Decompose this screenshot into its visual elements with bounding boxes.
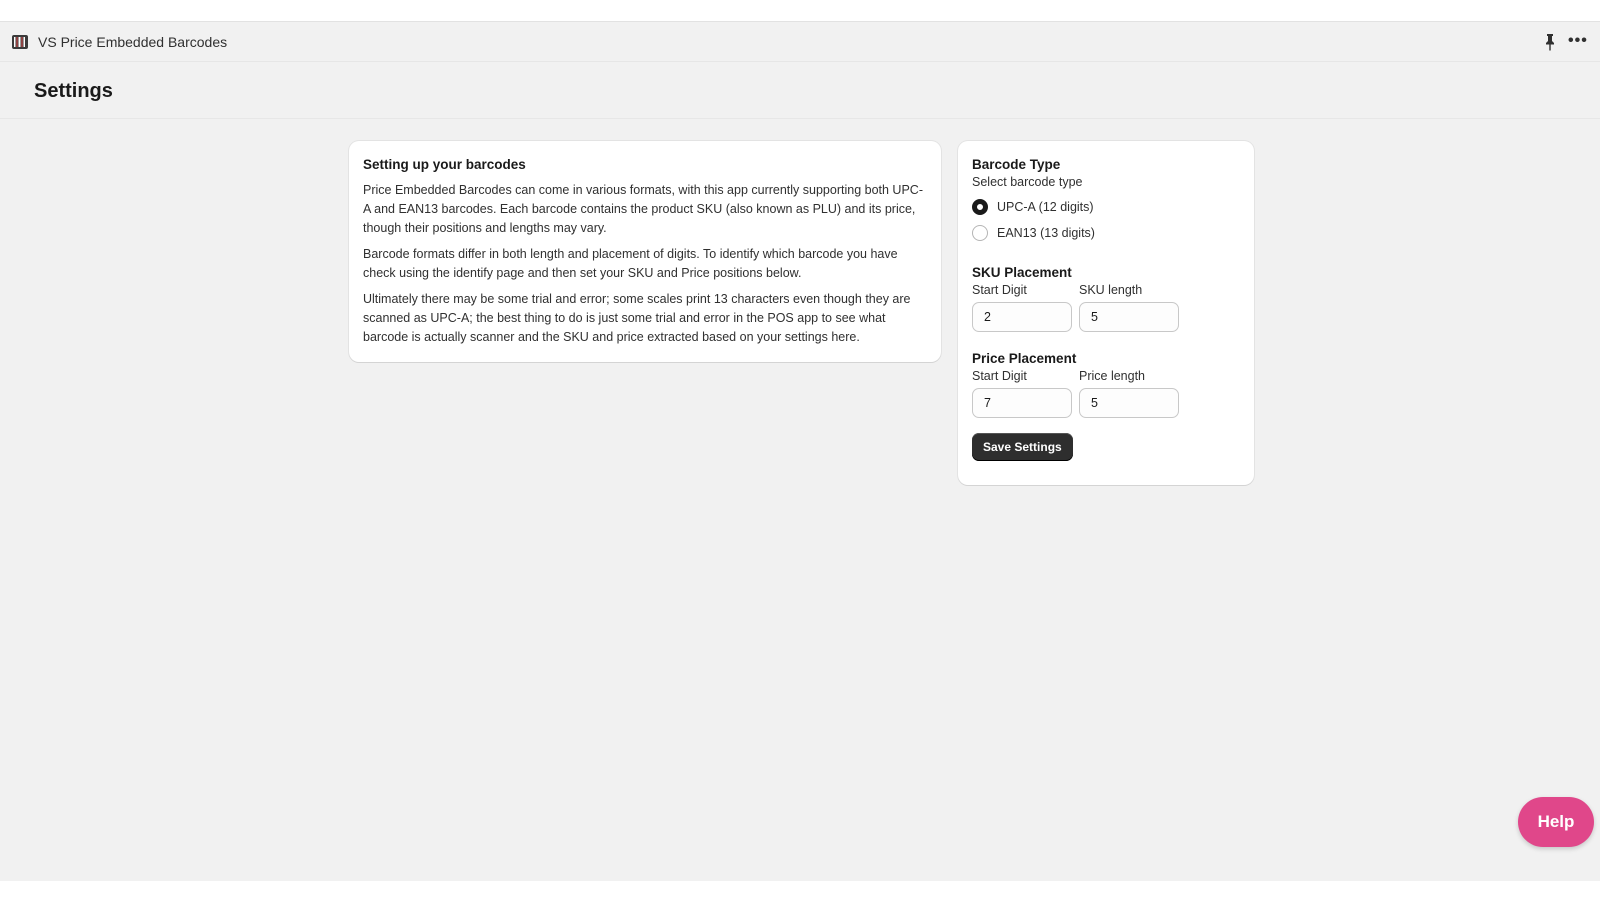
sku-field-row xyxy=(972,302,1240,332)
radio-label-ean13[interactable]: EAN13 (13 digits) xyxy=(997,225,1095,240)
page-title: Settings xyxy=(34,80,113,102)
info-paragraph: Price Embedded Barcodes can come in various formats, with this app currently supporting both UPC-A and EAN13 barcodes. Each barcode contains the product SKU (also known as PLU) and its price, though their positions and lengths may vary. xyxy=(363,183,923,235)
sku-field-labels xyxy=(972,283,1240,297)
radio-button-upca[interactable] xyxy=(972,199,988,215)
price-field-labels xyxy=(972,369,1240,383)
app-frame xyxy=(0,21,1600,881)
barcode-icon xyxy=(12,35,28,49)
ellipsis-icon[interactable]: ••• xyxy=(1568,32,1588,49)
price-start-label: Start Digit xyxy=(972,369,1027,383)
info-paragraph: Ultimately there may be some trial and error; some scales print 13 characters even though they are scanned as UPC-A; the best thing to do is just some trial and error in the POS app to see what barcode is actually scanner and the SKU and price extracted based on your settings here. xyxy=(363,292,911,344)
price-length-label: Price length xyxy=(1079,369,1146,383)
info-paragraph: Barcode formats differ in both length and placement of digits. To identify which barcode you have check using the identify page and then set your SKU and Price positions below. xyxy=(363,247,898,280)
radio-button-ean13[interactable] xyxy=(972,225,988,241)
info-card-title: Setting up your barcodes xyxy=(363,157,526,172)
settings-card xyxy=(958,141,1254,485)
price-length-input[interactable] xyxy=(1079,388,1179,418)
save-settings-button[interactable]: Save Settings xyxy=(972,433,1073,461)
price-start-digit-input[interactable] xyxy=(972,388,1072,418)
info-card xyxy=(349,141,941,362)
radio-label-upca[interactable]: UPC-A (12 digits) xyxy=(997,199,1094,214)
sku-length-input[interactable] xyxy=(1079,302,1179,332)
sku-start-digit-input[interactable] xyxy=(972,302,1072,332)
sku-placement-title: SKU Placement xyxy=(972,265,1072,280)
divider xyxy=(0,118,1600,119)
price-field-row xyxy=(972,388,1240,418)
barcode-type-title: Barcode Type xyxy=(972,157,1061,172)
pin-icon[interactable] xyxy=(1542,33,1558,51)
sku-length-label: SKU length xyxy=(1079,283,1143,297)
app-title: VS Price Embedded Barcodes xyxy=(38,34,228,50)
radio-option-upca[interactable] xyxy=(972,198,1240,215)
app-header xyxy=(0,22,1600,62)
help-button[interactable]: Help xyxy=(1518,797,1594,847)
price-placement-title: Price Placement xyxy=(972,351,1077,366)
radio-option-ean13[interactable] xyxy=(972,224,1240,241)
sku-start-label: Start Digit xyxy=(972,283,1027,297)
barcode-type-subtitle: Select barcode type xyxy=(972,175,1083,189)
